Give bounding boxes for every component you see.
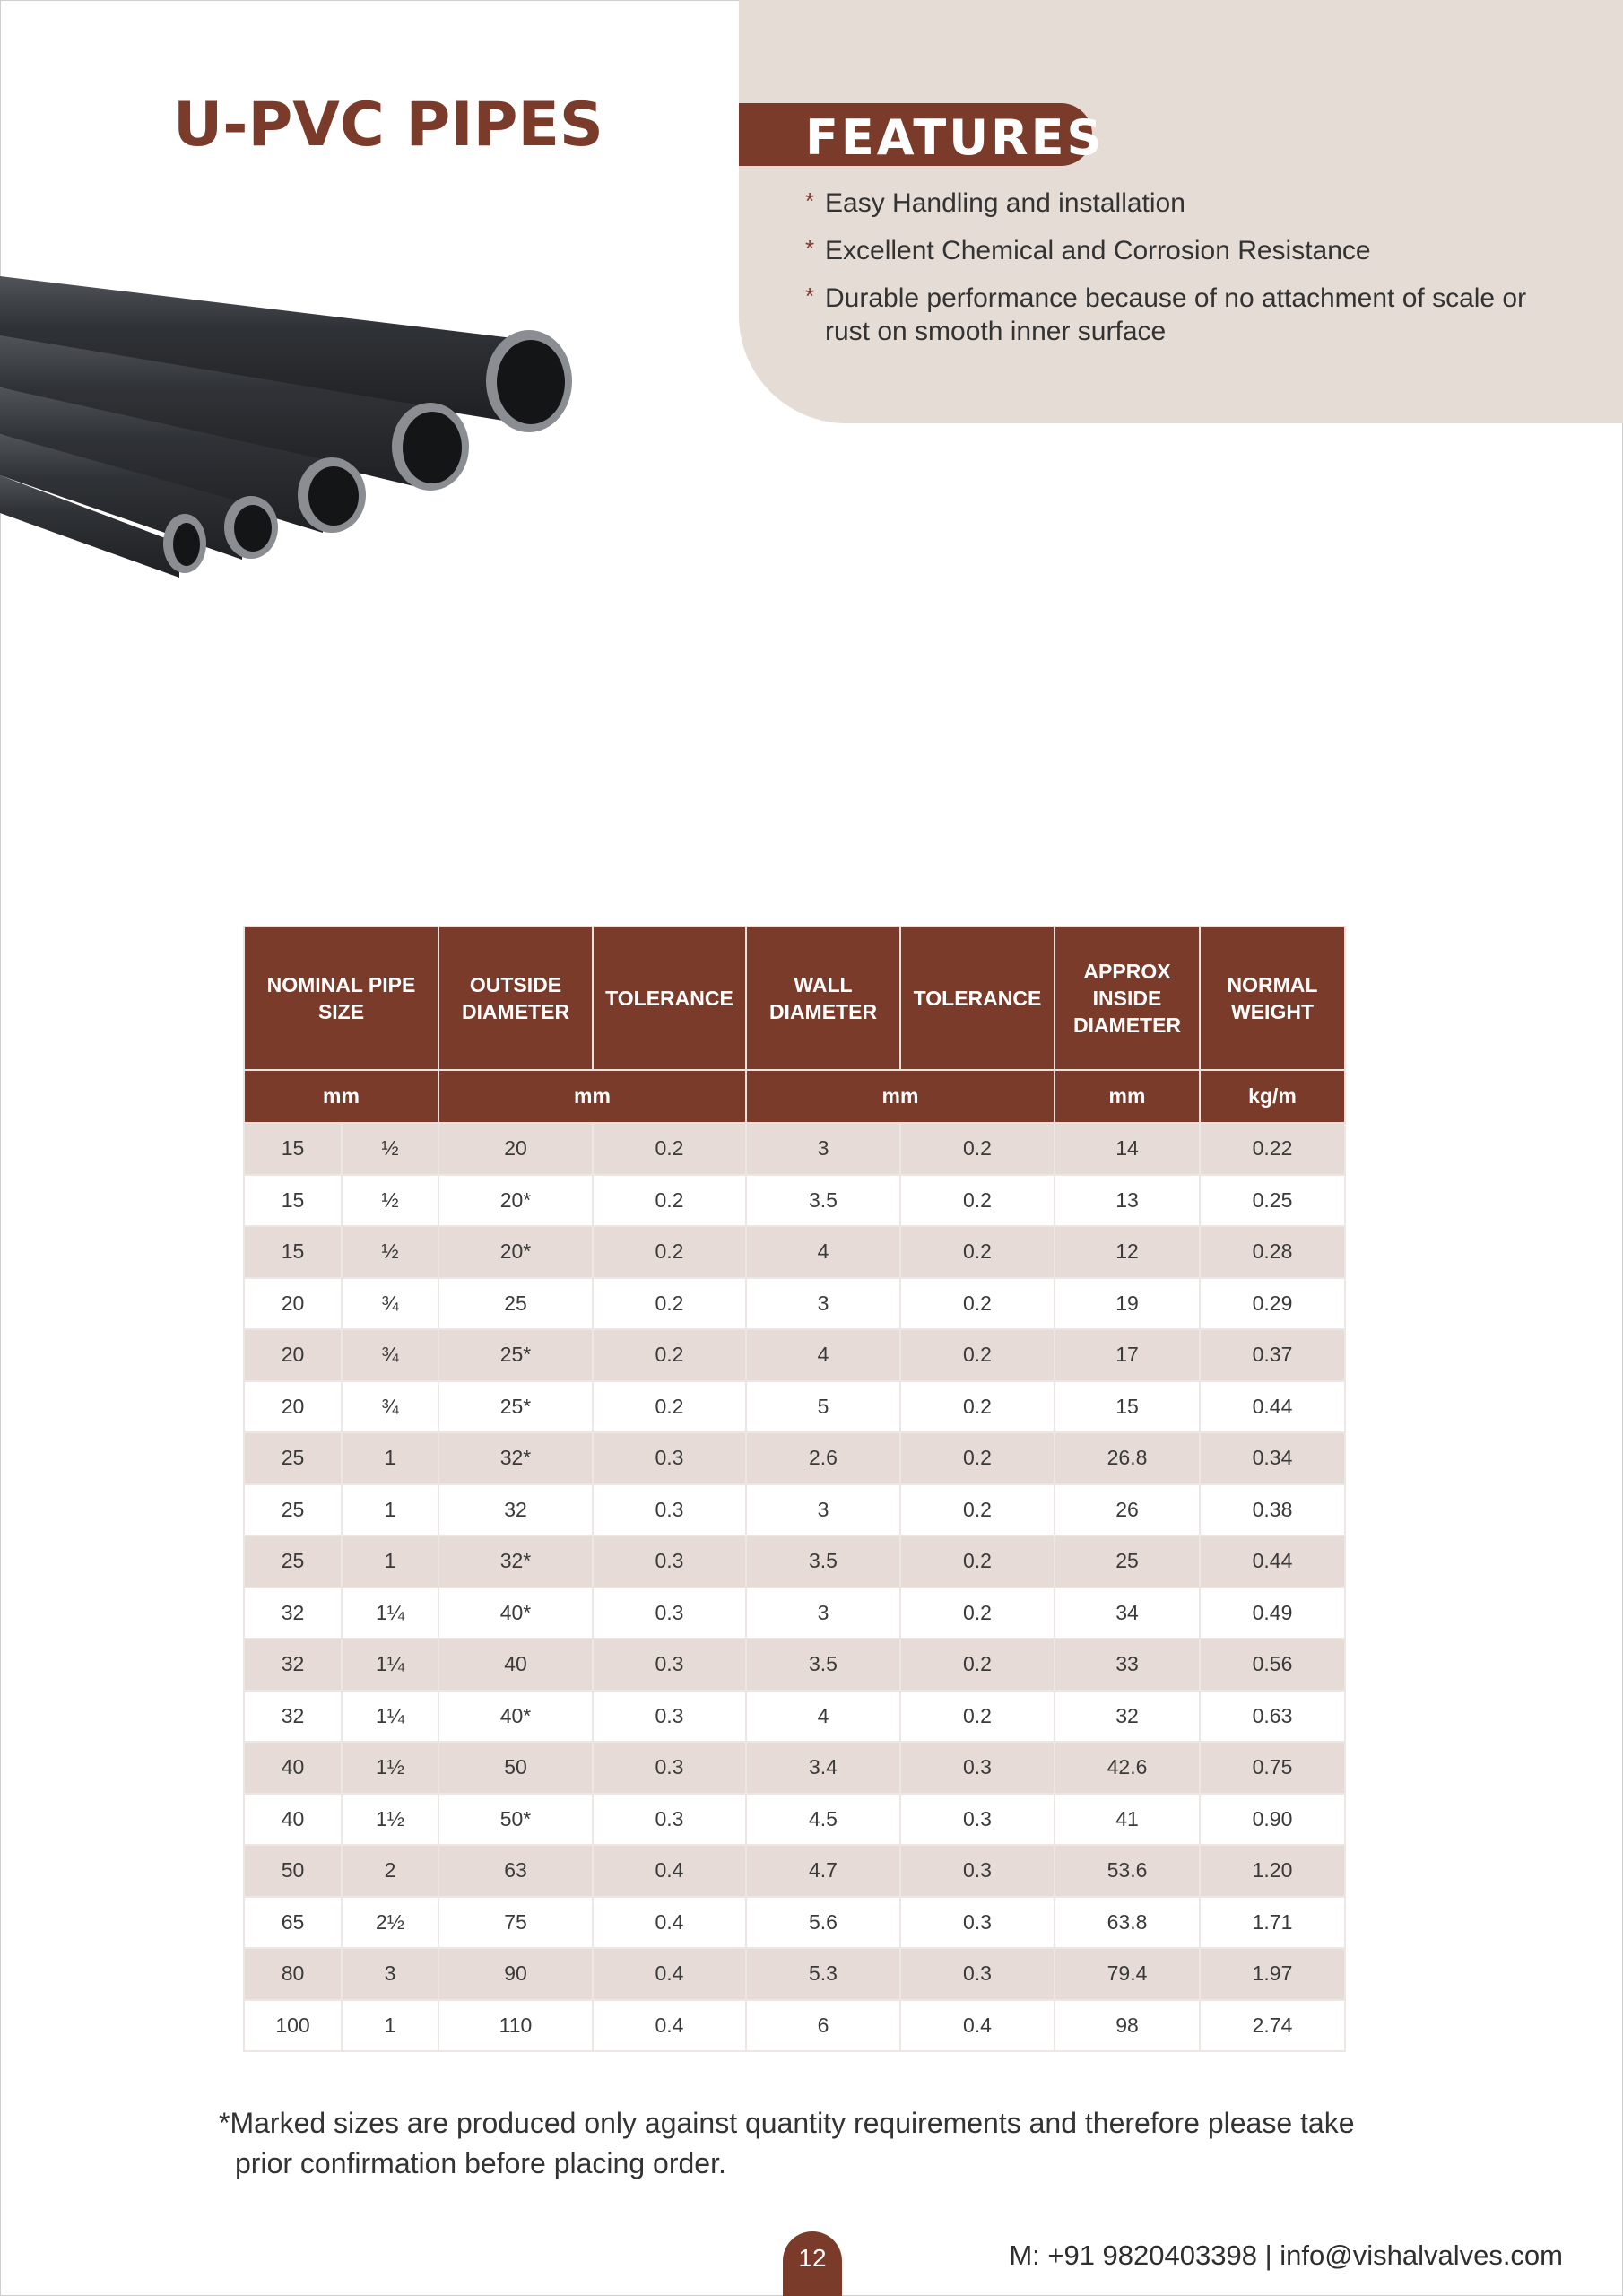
table-row	[244, 1691, 1345, 1743]
cell-normal-weight: 0.37	[1200, 1329, 1345, 1381]
table-row	[244, 2000, 1345, 2052]
feature-text: rust on smooth inner surface	[825, 317, 1167, 346]
cell-normal-weight: 0.63	[1200, 1691, 1345, 1743]
cell-nominal-mm: 40	[244, 1794, 342, 1846]
table-row	[244, 1587, 1345, 1639]
table-row	[244, 1226, 1345, 1278]
table-row	[244, 1278, 1345, 1330]
cell-tolerance: 0.4	[593, 1948, 746, 2000]
cell-outside-diameter: 25*	[438, 1329, 593, 1381]
cell-tolerance: 0.2	[900, 1381, 1055, 1433]
cell-inside-diameter: 13	[1055, 1175, 1200, 1227]
cell-normal-weight: 1.20	[1200, 1845, 1345, 1897]
cell-tolerance: 0.2	[900, 1175, 1055, 1227]
header-tolerance: TOLERANCE	[900, 926, 1055, 1070]
header-outside-diameter: OUTSIDE DIAMETER	[438, 926, 593, 1070]
cell-tolerance: 0.4	[593, 1897, 746, 1949]
footnote-line: *Marked sizes are produced only against quantity requirements and therefore please take	[219, 2107, 1355, 2139]
cell-wall-diameter: 4.7	[746, 1845, 900, 1897]
table-row	[244, 1535, 1345, 1587]
cell-wall-diameter: 3	[746, 1123, 900, 1175]
cell-outside-diameter: 32*	[438, 1535, 593, 1587]
cell-tolerance: 0.3	[900, 1948, 1055, 2000]
table-row	[244, 1381, 1345, 1433]
cell-nominal-mm: 40	[244, 1742, 342, 1794]
cell-wall-diameter: 3.5	[746, 1639, 900, 1691]
cell-nominal-inch: 1½	[342, 1742, 438, 1794]
cell-wall-diameter: 6	[746, 2000, 900, 2052]
table-row	[244, 1948, 1345, 2000]
cell-nominal-inch: ½	[342, 1226, 438, 1278]
cell-tolerance: 0.3	[593, 1639, 746, 1691]
cell-inside-diameter: 33	[1055, 1639, 1200, 1691]
cell-nominal-inch: 3	[342, 1948, 438, 2000]
cell-outside-diameter: 20	[438, 1123, 593, 1175]
cell-nominal-mm: 15	[244, 1226, 342, 1278]
cell-nominal-mm: 25	[244, 1432, 342, 1484]
cell-inside-diameter: 14	[1055, 1123, 1200, 1175]
cell-tolerance: 0.3	[900, 1845, 1055, 1897]
cell-inside-diameter: 15	[1055, 1381, 1200, 1433]
cell-outside-diameter: 75	[438, 1897, 593, 1949]
cell-nominal-inch: 1½	[342, 1794, 438, 1846]
cell-wall-diameter: 4	[746, 1329, 900, 1381]
cell-inside-diameter: 53.6	[1055, 1845, 1200, 1897]
cell-tolerance: 0.4	[593, 2000, 746, 2052]
cell-outside-diameter: 25	[438, 1278, 593, 1330]
cell-normal-weight: 0.38	[1200, 1484, 1345, 1536]
cell-tolerance: 0.3	[593, 1742, 746, 1794]
table-row	[244, 1897, 1345, 1949]
cell-normal-weight: 0.34	[1200, 1432, 1345, 1484]
cell-nominal-inch: ½	[342, 1123, 438, 1175]
cell-nominal-mm: 32	[244, 1639, 342, 1691]
page-number: 12	[783, 2231, 842, 2296]
cell-normal-weight: 0.90	[1200, 1794, 1345, 1846]
cell-tolerance: 0.2	[593, 1175, 746, 1227]
cell-tolerance: 0.3	[900, 1897, 1055, 1949]
cell-tolerance: 0.2	[900, 1587, 1055, 1639]
cell-tolerance: 0.2	[900, 1639, 1055, 1691]
cell-inside-diameter: 34	[1055, 1587, 1200, 1639]
cell-outside-diameter: 20*	[438, 1226, 593, 1278]
cell-nominal-inch: ¾	[342, 1381, 438, 1433]
cell-nominal-inch: 1	[342, 1535, 438, 1587]
cell-tolerance: 0.4	[900, 2000, 1055, 2052]
cell-inside-diameter: 42.6	[1055, 1742, 1200, 1794]
cell-nominal-inch: 1¼	[342, 1587, 438, 1639]
cell-normal-weight: 0.49	[1200, 1587, 1345, 1639]
cell-inside-diameter: 63.8	[1055, 1897, 1200, 1949]
header-approx-inside-diameter: APPROX INSIDE DIAMETER	[1055, 926, 1200, 1070]
cell-nominal-inch: 1	[342, 1484, 438, 1536]
bullet-star-icon: *	[805, 235, 815, 262]
cell-normal-weight: 1.97	[1200, 1948, 1345, 2000]
table-row	[244, 1329, 1345, 1381]
cell-nominal-inch: ¾	[342, 1329, 438, 1381]
cell-wall-diameter: 4	[746, 1226, 900, 1278]
contact-info: M: +91 9820403398 | info@vishalvalves.com	[1009, 2239, 1563, 2271]
cell-nominal-mm: 20	[244, 1278, 342, 1330]
cell-inside-diameter: 41	[1055, 1794, 1200, 1846]
cell-wall-diameter: 3	[746, 1587, 900, 1639]
bullet-star-icon: *	[805, 187, 815, 214]
unit-cell: kg/m	[1200, 1070, 1345, 1123]
cell-tolerance: 0.3	[900, 1742, 1055, 1794]
cell-tolerance: 0.3	[593, 1587, 746, 1639]
cell-inside-diameter: 17	[1055, 1329, 1200, 1381]
cell-tolerance: 0.2	[900, 1535, 1055, 1587]
cell-tolerance: 0.2	[593, 1123, 746, 1175]
table-row	[244, 1123, 1345, 1175]
feature-item	[805, 187, 1576, 220]
cell-normal-weight: 0.44	[1200, 1535, 1345, 1587]
cell-normal-weight: 0.25	[1200, 1175, 1345, 1227]
cell-normal-weight: 1.71	[1200, 1897, 1345, 1949]
cell-wall-diameter: 2.6	[746, 1432, 900, 1484]
unit-cell: mm	[746, 1070, 1055, 1123]
cell-tolerance: 0.3	[900, 1794, 1055, 1846]
cell-tolerance: 0.2	[900, 1432, 1055, 1484]
unit-cell: mm	[244, 1070, 438, 1123]
cell-nominal-inch: 2½	[342, 1897, 438, 1949]
cell-tolerance: 0.3	[593, 1691, 746, 1743]
cell-tolerance: 0.2	[593, 1226, 746, 1278]
cell-nominal-mm: 32	[244, 1587, 342, 1639]
cell-outside-diameter: 40*	[438, 1587, 593, 1639]
cell-outside-diameter: 25*	[438, 1381, 593, 1433]
table-header-row	[244, 926, 1345, 1070]
cell-inside-diameter: 25	[1055, 1535, 1200, 1587]
cell-outside-diameter: 110	[438, 2000, 593, 2052]
bullet-star-icon: *	[805, 283, 815, 309]
features-heading: FEATURES	[805, 109, 1105, 166]
cell-nominal-mm: 32	[244, 1691, 342, 1743]
feature-item	[805, 282, 1576, 348]
cell-nominal-mm: 20	[244, 1329, 342, 1381]
feature-text: Durable performance because of no attachment of scale or	[825, 283, 1527, 313]
cell-nominal-mm: 15	[244, 1123, 342, 1175]
header-tolerance: TOLERANCE	[593, 926, 746, 1070]
cell-nominal-inch: 1	[342, 1432, 438, 1484]
cell-inside-diameter: 79.4	[1055, 1948, 1200, 2000]
cell-normal-weight: 0.22	[1200, 1123, 1345, 1175]
cell-wall-diameter: 3	[746, 1278, 900, 1330]
table-units-row	[244, 1070, 1345, 1123]
feature-text: Excellent Chemical and Corrosion Resistance	[825, 236, 1371, 265]
cell-nominal-inch: ½	[342, 1175, 438, 1227]
cell-nominal-mm: 25	[244, 1535, 342, 1587]
cell-tolerance: 0.2	[593, 1329, 746, 1381]
cell-tolerance: 0.2	[900, 1278, 1055, 1330]
cell-tolerance: 0.3	[593, 1432, 746, 1484]
cell-tolerance: 0.4	[593, 1845, 746, 1897]
cell-wall-diameter: 5.3	[746, 1948, 900, 2000]
cell-tolerance: 0.2	[900, 1484, 1055, 1536]
footnote	[219, 2103, 1474, 2184]
cell-nominal-inch: 1¼	[342, 1639, 438, 1691]
cell-normal-weight: 0.56	[1200, 1639, 1345, 1691]
cell-tolerance: 0.3	[593, 1484, 746, 1536]
cell-inside-diameter: 12	[1055, 1226, 1200, 1278]
cell-wall-diameter: 3	[746, 1484, 900, 1536]
cell-outside-diameter: 20*	[438, 1175, 593, 1227]
header-normal-weight: NORMAL WEIGHT	[1200, 926, 1345, 1070]
cell-wall-diameter: 3.4	[746, 1742, 900, 1794]
cell-normal-weight: 0.44	[1200, 1381, 1345, 1433]
cell-tolerance: 0.3	[593, 1535, 746, 1587]
cell-inside-diameter: 32	[1055, 1691, 1200, 1743]
cell-wall-diameter: 4.5	[746, 1794, 900, 1846]
table-row	[244, 1432, 1345, 1484]
cell-tolerance: 0.3	[593, 1794, 746, 1846]
cell-wall-diameter: 5	[746, 1381, 900, 1433]
feature-item	[805, 234, 1576, 267]
cell-outside-diameter: 50	[438, 1742, 593, 1794]
cell-inside-diameter: 98	[1055, 2000, 1200, 2052]
unit-cell: mm	[438, 1070, 746, 1123]
cell-outside-diameter: 40	[438, 1639, 593, 1691]
cell-nominal-mm: 65	[244, 1897, 342, 1949]
table-row	[244, 1639, 1345, 1691]
cell-wall-diameter: 4	[746, 1691, 900, 1743]
header-nominal-pipe-size: NOMINAL PIPE SIZE	[244, 926, 438, 1070]
cell-wall-diameter: 5.6	[746, 1897, 900, 1949]
cell-nominal-inch: 1	[342, 2000, 438, 2052]
cell-tolerance: 0.2	[593, 1381, 746, 1433]
table-row	[244, 1484, 1345, 1536]
cell-inside-diameter: 19	[1055, 1278, 1200, 1330]
footnote-line: prior confirmation before placing order.	[235, 2147, 726, 2179]
cell-tolerance: 0.2	[900, 1329, 1055, 1381]
page-title: U-PVC PIPES	[173, 90, 603, 161]
feature-text: Easy Handling and installation	[825, 188, 1185, 218]
cell-normal-weight: 2.74	[1200, 2000, 1345, 2052]
cell-outside-diameter: 90	[438, 1948, 593, 2000]
table-row	[244, 1794, 1345, 1846]
cell-nominal-mm: 50	[244, 1845, 342, 1897]
cell-outside-diameter: 40*	[438, 1691, 593, 1743]
cell-nominal-inch: ¾	[342, 1278, 438, 1330]
cell-nominal-mm: 100	[244, 2000, 342, 2052]
cell-inside-diameter: 26	[1055, 1484, 1200, 1536]
cell-normal-weight: 0.28	[1200, 1226, 1345, 1278]
cell-nominal-mm: 20	[244, 1381, 342, 1433]
cell-wall-diameter: 3.5	[746, 1175, 900, 1227]
cell-tolerance: 0.2	[900, 1691, 1055, 1743]
cell-normal-weight: 0.29	[1200, 1278, 1345, 1330]
features-heading-pill	[739, 103, 1105, 166]
pipe-specifications-table	[243, 926, 1346, 2052]
cell-inside-diameter: 26.8	[1055, 1432, 1200, 1484]
cell-nominal-mm: 15	[244, 1175, 342, 1227]
header-wall-diameter: WALL DIAMETER	[746, 926, 900, 1070]
cell-tolerance: 0.2	[900, 1226, 1055, 1278]
table-row	[244, 1742, 1345, 1794]
cell-tolerance: 0.2	[900, 1123, 1055, 1175]
cell-nominal-inch: 1¼	[342, 1691, 438, 1743]
table-row	[244, 1175, 1345, 1227]
cell-tolerance: 0.2	[593, 1278, 746, 1330]
cell-outside-diameter: 63	[438, 1845, 593, 1897]
cell-outside-diameter: 32	[438, 1484, 593, 1536]
cell-nominal-inch: 2	[342, 1845, 438, 1897]
cell-normal-weight: 0.75	[1200, 1742, 1345, 1794]
cell-outside-diameter: 50*	[438, 1794, 593, 1846]
cell-nominal-mm: 25	[244, 1484, 342, 1536]
cell-wall-diameter: 3.5	[746, 1535, 900, 1587]
cell-outside-diameter: 32*	[438, 1432, 593, 1484]
table-row	[244, 1845, 1345, 1897]
cell-nominal-mm: 80	[244, 1948, 342, 2000]
upvc-pipes-image	[0, 260, 583, 583]
features-list	[805, 187, 1576, 362]
unit-cell: mm	[1055, 1070, 1200, 1123]
table-body	[244, 1123, 1345, 2051]
